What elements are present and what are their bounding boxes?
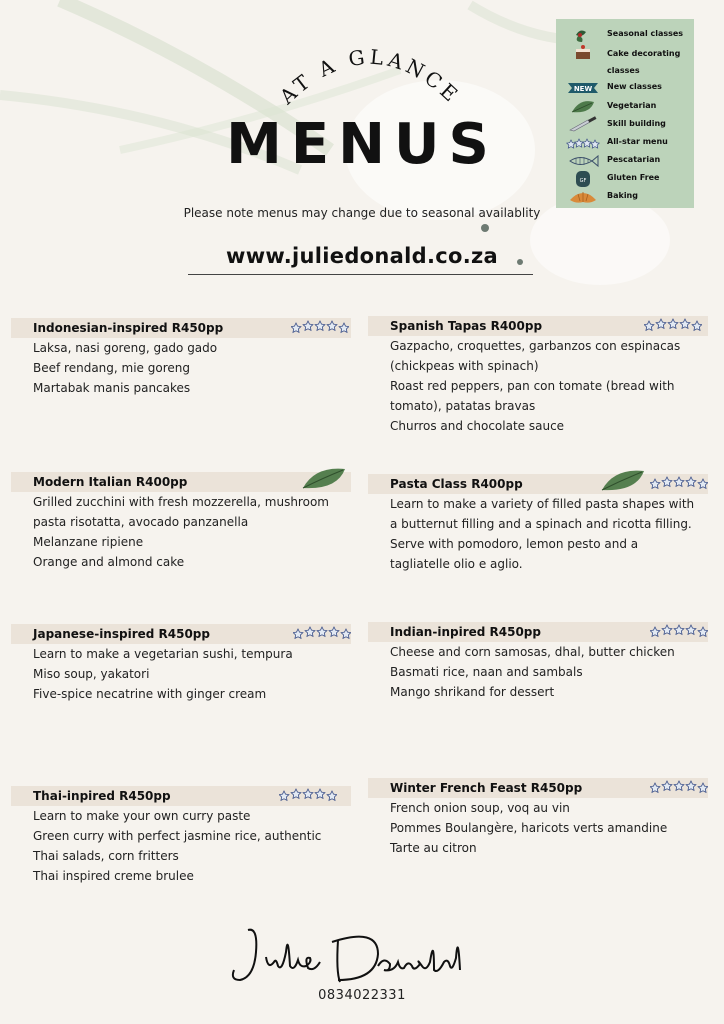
legend-item xyxy=(556,188,694,206)
gluten-free-icon xyxy=(566,170,600,188)
leaf-icon xyxy=(301,466,347,492)
cake-icon xyxy=(566,43,600,61)
menu-description xyxy=(11,806,351,886)
legend-label: Pescatarian xyxy=(607,155,661,164)
leaf-icon xyxy=(600,468,646,494)
menu-line: Thai inspired creme brulee xyxy=(33,869,194,883)
menu-card-header xyxy=(11,472,351,492)
menu-card xyxy=(11,472,351,572)
menu-description xyxy=(11,492,351,572)
menu-card xyxy=(11,786,351,886)
menu-description xyxy=(11,338,351,398)
legend-item xyxy=(556,98,694,116)
legend-item xyxy=(556,134,694,152)
legend-item xyxy=(556,116,694,134)
availability-note: Please note menus may change due to seasonal availablity xyxy=(183,206,541,220)
svg-text:AT A GLANCE xyxy=(274,45,465,110)
legend-label: Seasonal classes xyxy=(607,29,684,38)
menu-title: Pasta Class R400pp xyxy=(390,477,523,491)
menu-line: Thai salads, corn fritters xyxy=(33,849,179,863)
legend-label: New classes xyxy=(607,82,662,91)
stars-icon xyxy=(644,318,702,334)
menu-title: Indian-inpired R450pp xyxy=(390,625,541,639)
legend-label: All-star menu xyxy=(607,137,668,146)
legend-item xyxy=(556,152,694,170)
page-title: MENUS xyxy=(226,112,498,177)
menu-card-header xyxy=(368,778,708,798)
legend-label: Cake decorating classes xyxy=(607,49,681,75)
legend-label: Baking xyxy=(607,191,638,200)
menu-card-header xyxy=(11,318,351,338)
menu-title: Japanese-inspired R450pp xyxy=(33,627,210,641)
legend-label: Skill building xyxy=(607,119,666,128)
menu-line: Grilled zucchini with fresh mozzerella, mushroom xyxy=(33,495,329,509)
legend-item xyxy=(556,43,694,75)
menu-line: Orange and almond cake xyxy=(33,555,185,569)
new-badge-icon xyxy=(566,79,600,97)
menu-card xyxy=(368,778,708,858)
menu-card xyxy=(11,624,351,704)
menu-line: Serve with pomodoro, lemon pesto and a xyxy=(390,537,639,551)
menu-title: Spanish Tapas R400pp xyxy=(390,319,543,333)
menu-line: Miso soup, yakatori xyxy=(33,667,150,681)
menu-title: Winter French Feast R450pp xyxy=(390,781,583,795)
menu-line: Learn to make a variety of filled pasta shapes with xyxy=(390,497,695,511)
menu-title: Modern Italian R400pp xyxy=(33,475,188,489)
menu-line: French onion soup, voq au vin xyxy=(390,801,570,815)
menu-line: Beef rendang, mie goreng xyxy=(33,361,190,375)
menu-line: Learn to make your own curry paste xyxy=(33,809,251,823)
stars-icon xyxy=(650,624,708,640)
menu-line: Melanzane ripiene xyxy=(33,535,144,549)
legend-item xyxy=(556,170,694,188)
menu-description xyxy=(368,494,708,574)
menu-line: Martabak manis pancakes xyxy=(33,381,191,395)
legend-item xyxy=(556,79,694,97)
legend-panel xyxy=(556,19,694,208)
menu-description xyxy=(368,336,708,436)
legend-item xyxy=(556,26,694,44)
menu-description xyxy=(368,798,708,858)
holly-icon xyxy=(566,26,600,44)
menu-line: Five-spice necatrine with ginger cream xyxy=(33,687,267,701)
menu-line: Laksa, nasi goreng, gado gado xyxy=(33,341,218,355)
menu-line: Pommes Boulangère, haricots verts amandine xyxy=(390,821,668,835)
menu-line: Churros and chocolate sauce xyxy=(390,419,565,433)
menu-line: Roast red peppers, pan con tomate (bread with xyxy=(390,379,675,393)
menu-line: a butternut filling and a spinach and ricotta filling. xyxy=(390,517,692,531)
knife-icon xyxy=(566,116,600,134)
stars-icon xyxy=(650,476,708,492)
menu-line: (chickpeas with spinach) xyxy=(390,359,539,373)
leaf-icon xyxy=(566,98,600,116)
website-link[interactable]: www.juliedonald.co.za xyxy=(226,244,498,268)
menu-card-header xyxy=(368,622,708,642)
stars-icon xyxy=(650,780,708,796)
menu-line: Basmati rice, naan and sambals xyxy=(390,665,583,679)
menu-card xyxy=(368,622,708,702)
legend-label: Vegetarian xyxy=(607,101,657,110)
menu-line: tomato), patatas bravas xyxy=(390,399,536,413)
stars-icon xyxy=(291,320,349,336)
signature xyxy=(228,922,488,994)
menu-line: Learn to make a vegetarian sushi, tempura xyxy=(33,647,293,661)
stars-icon xyxy=(566,134,600,152)
menu-title: Indonesian-inspired R450pp xyxy=(33,321,224,335)
menu-line: Gazpacho, croquettes, garbanzos con espinacas xyxy=(390,339,681,353)
menu-line: Mango shrikand for dessert xyxy=(390,685,555,699)
menu-title: Thai-inpired R450pp xyxy=(33,789,171,803)
menu-line: Green curry with perfect jasmine rice, authentic xyxy=(33,829,322,843)
menu-description xyxy=(11,644,351,704)
menu-card-header xyxy=(368,474,708,494)
menu-line: Cheese and corn samosas, dhal, butter chicken xyxy=(390,645,675,659)
menu-card xyxy=(368,474,708,574)
svg-text:GF: GF xyxy=(579,178,587,184)
stars-icon xyxy=(279,788,337,804)
menu-line: tagliatelle olio e aglio. xyxy=(390,557,523,571)
menu-card xyxy=(368,316,708,436)
stars-icon xyxy=(293,626,351,642)
menu-line: Tarte au citron xyxy=(390,841,477,855)
menu-card-header xyxy=(368,316,708,336)
svg-text:NEW: NEW xyxy=(573,85,593,93)
fish-icon xyxy=(566,152,600,170)
legend-label: Gluten Free xyxy=(607,173,660,182)
phone-number: 0834022331 xyxy=(318,988,406,1003)
croissant-icon xyxy=(566,188,600,206)
menu-line: pasta risotatta, avocado panzanella xyxy=(33,515,249,529)
menu-card-header xyxy=(11,624,351,644)
menu-card-header xyxy=(11,786,351,806)
divider xyxy=(188,274,533,275)
menu-description xyxy=(368,642,708,702)
arc-heading-text: AT A GLANCE xyxy=(274,44,466,109)
menu-card xyxy=(11,318,351,398)
